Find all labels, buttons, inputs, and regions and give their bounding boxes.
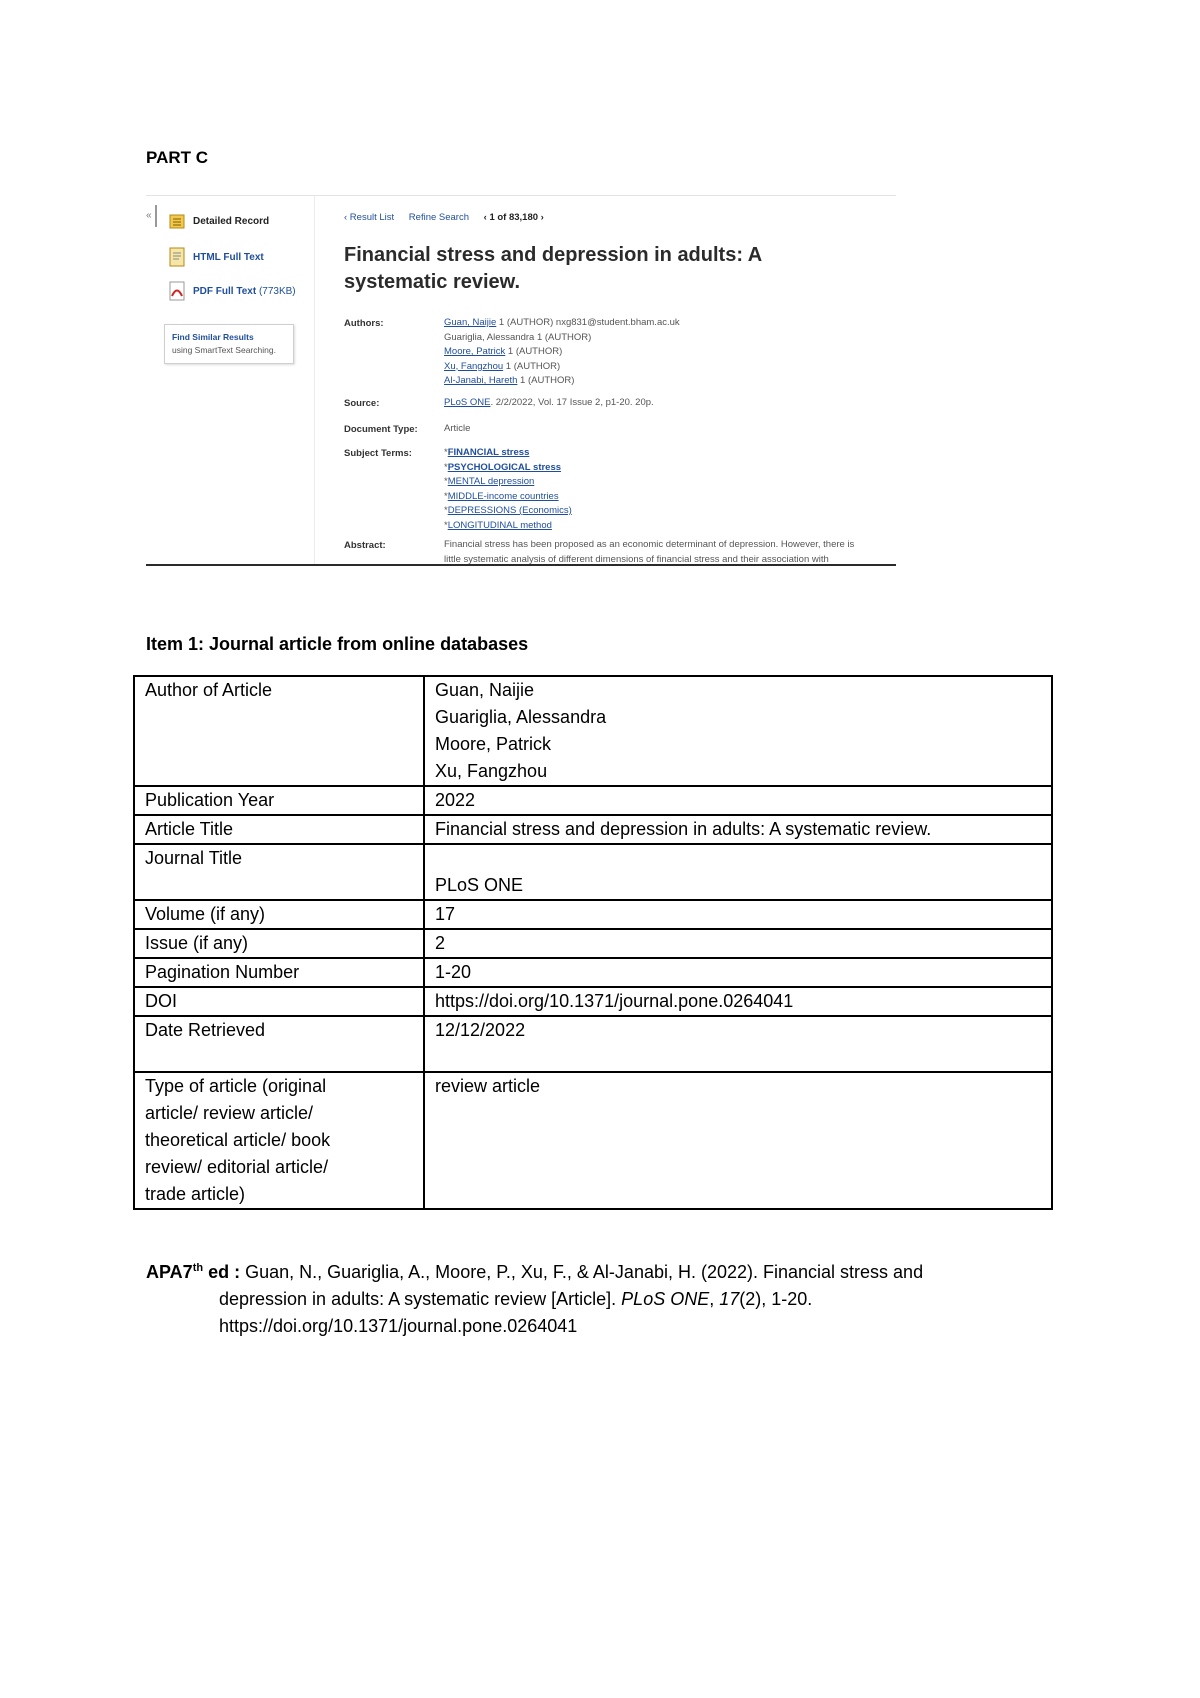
subject-term-link[interactable]: DEPRESSIONS (Economics) [447, 505, 572, 516]
author-link[interactable]: Xu, Fangzhou [444, 360, 504, 372]
pub-year-value-cell: 2022 [424, 786, 1052, 815]
pdf-size: (773KB) [258, 285, 296, 297]
abstract-value [444, 538, 854, 566]
type-label-line: article/ review article/ [145, 1103, 314, 1123]
subject-term-link[interactable]: PSYCHOLOGICAL stress [447, 461, 562, 473]
abstract-line: little systematic analysis of different dimensions of financial stress and their association with [444, 553, 829, 565]
table-row [134, 1016, 1052, 1072]
database-record-screenshot [146, 195, 896, 566]
find-similar-subtext: using SmartText Searching. [172, 345, 276, 355]
date-value-cell: 12/12/2022 [424, 1016, 1052, 1072]
table-row [134, 1072, 1052, 1209]
html-full-text-link[interactable] [168, 247, 264, 267]
star-marker: * [444, 447, 448, 458]
star-marker: * [444, 505, 448, 516]
citation-volume: 17 [719, 1289, 740, 1309]
author-value-cell [424, 676, 1052, 786]
pdf-icon [168, 281, 186, 301]
document-type-label: Document Type: [344, 424, 418, 435]
type-label-line: theoretical article/ book [145, 1130, 331, 1150]
citation-journal: PLoS ONE [621, 1289, 710, 1309]
table-row [134, 844, 1052, 900]
volume-value-cell: 17 [424, 900, 1052, 929]
result-count[interactable]: ‹ 1 of 83,180 › [483, 212, 544, 223]
date-label: Date Retrieved [145, 1020, 266, 1040]
doi-value-cell: https://doi.org/10.1371/journal.pone.0264041 [424, 987, 1052, 1016]
citation-label: APA7th ed : [146, 1262, 241, 1282]
html-document-icon [168, 247, 186, 267]
record-title-line: Financial stress and depression in adults: A [344, 244, 763, 266]
subject-terms-label: Subject Terms: [344, 448, 412, 459]
issue-value-cell: 2 [424, 929, 1052, 958]
author-role: 1 (AUTHOR) nxg831@student.bham.ac.uk [498, 317, 680, 328]
find-similar-box[interactable] [164, 324, 294, 364]
issue-label-cell: Issue (if any) [134, 929, 424, 958]
refine-search-link[interactable]: Refine Search [408, 212, 469, 223]
journal-title-value-cell [424, 844, 1052, 900]
author-role: Guariglia, Alessandra 1 (AUTHOR) [444, 331, 592, 343]
part-heading: PART C [146, 148, 209, 167]
citation-url[interactable]: https://doi.org/10.1371/journal.pone.0264041 [219, 1316, 578, 1336]
type-label-line: review/ editorial article/ [145, 1157, 329, 1177]
pdf-full-text-label: PDF Full Text [193, 285, 257, 297]
subject-term-link[interactable]: LONGITUDINAL method [447, 519, 552, 531]
type-label-cell [134, 1072, 424, 1209]
find-similar-link[interactable]: Find Similar Results [172, 332, 254, 342]
collapse-handle[interactable] [155, 205, 157, 227]
html-full-text-label: HTML Full Text [193, 251, 264, 263]
star-marker: * [444, 490, 448, 502]
author-name: Guan, Naijie [435, 680, 535, 700]
author-name: Guariglia, Alessandra [435, 707, 607, 727]
author-role: 1 (AUTHOR) [505, 360, 561, 372]
apa-citation: APA7th ed : Guan, N., Guariglia, A., Moore, P., Xu, F., & Al-Janabi, H. (2022). Financial stress and depression in adults: A systematic review [Article]. PLoS ONE, 17(2), 1-20. https://doi.org/10.1371/journal.pone.0264041 [146, 1255, 1036, 1340]
detailed-record-icon [168, 212, 186, 230]
detailed-record-label: Detailed Record [193, 215, 270, 227]
record-main [344, 196, 896, 564]
pagination-label-cell: Pagination Number [134, 958, 424, 987]
record-sidebar [146, 196, 315, 564]
pagination-value-cell: 1-20 [424, 958, 1052, 987]
table-row [134, 676, 1052, 786]
collapse-icon[interactable]: « [146, 210, 152, 221]
journal-title-label: Journal Title [145, 848, 243, 868]
table-row [134, 987, 1052, 1016]
journal-title-label-cell [134, 844, 424, 900]
author-role: 1 (AUTHOR) [507, 346, 563, 357]
author-name: Moore, Patrick [435, 734, 552, 754]
star-marker: * [444, 461, 448, 473]
pdf-full-text-link[interactable] [168, 281, 296, 301]
author-link[interactable]: Moore, Patrick [444, 346, 506, 357]
authors-label: Authors: [344, 318, 384, 329]
journal-title-value: PLoS ONE [435, 875, 524, 895]
subject-term-link[interactable]: FINANCIAL stress [447, 447, 530, 458]
author-role: 1 (AUTHOR) [520, 375, 575, 386]
record-title [344, 242, 814, 296]
article-info-table [133, 675, 1053, 1210]
detailed-record-link[interactable] [168, 212, 269, 230]
document-type-value: Article [444, 423, 471, 434]
record-title-line: systematic review. [344, 271, 521, 293]
result-list-link[interactable]: ‹ Result List [344, 212, 395, 223]
article-title-label-cell: Article Title [134, 815, 424, 844]
subject-terms-value [444, 446, 572, 533]
date-label-cell [134, 1016, 424, 1072]
volume-label-cell: Volume (if any) [134, 900, 424, 929]
source-value [444, 396, 654, 411]
author-name: Xu, Fangzhou [435, 761, 548, 781]
source-label: Source: [344, 398, 380, 409]
authors-value [444, 316, 680, 389]
citation-issue-pages: (2), 1-20. [739, 1289, 813, 1309]
source-details: . 2/2/2022, Vol. 17 Issue 2, p1-20. 20p. [490, 397, 654, 408]
pub-year-label-cell: Publication Year [134, 786, 424, 815]
citation-authors: Guan, N., Guariglia, A., Moore, P., Xu, F., & Al-Janabi, H. (2022). Financial stress and [240, 1262, 924, 1282]
table-row [134, 786, 1052, 815]
doi-label-cell: DOI [134, 987, 424, 1016]
author-link[interactable]: Al-Janabi, Hareth [444, 375, 518, 386]
article-title-value-cell: Financial stress and depression in adults: A systematic review. [424, 815, 1052, 844]
type-label-line: Type of article (original [145, 1076, 327, 1096]
type-label-line: trade article) [145, 1184, 246, 1204]
result-navigation [344, 212, 556, 223]
subject-term-link[interactable]: MIDDLE-income countries [447, 490, 559, 502]
subject-term-link[interactable]: MENTAL depression [447, 476, 535, 487]
star-marker: * [444, 519, 448, 531]
abstract-line: Financial stress has been proposed as an economic determinant of depression. However, there is [444, 539, 855, 550]
source-link[interactable]: PLoS ONE [444, 397, 491, 408]
abstract-label: Abstract: [344, 540, 386, 551]
author-link[interactable]: Guan, Naijie [444, 317, 497, 328]
citation-title: depression in adults: A systematic review [Article]. [219, 1289, 622, 1309]
star-marker: * [444, 476, 448, 487]
type-value-cell: review article [424, 1072, 1052, 1209]
table-row [134, 900, 1052, 929]
table-row [134, 929, 1052, 958]
table-row [134, 815, 1052, 844]
item-heading: Item 1: Journal article from online databases [146, 634, 529, 654]
author-label-cell: Author of Article [134, 676, 424, 786]
table-row [134, 958, 1052, 987]
